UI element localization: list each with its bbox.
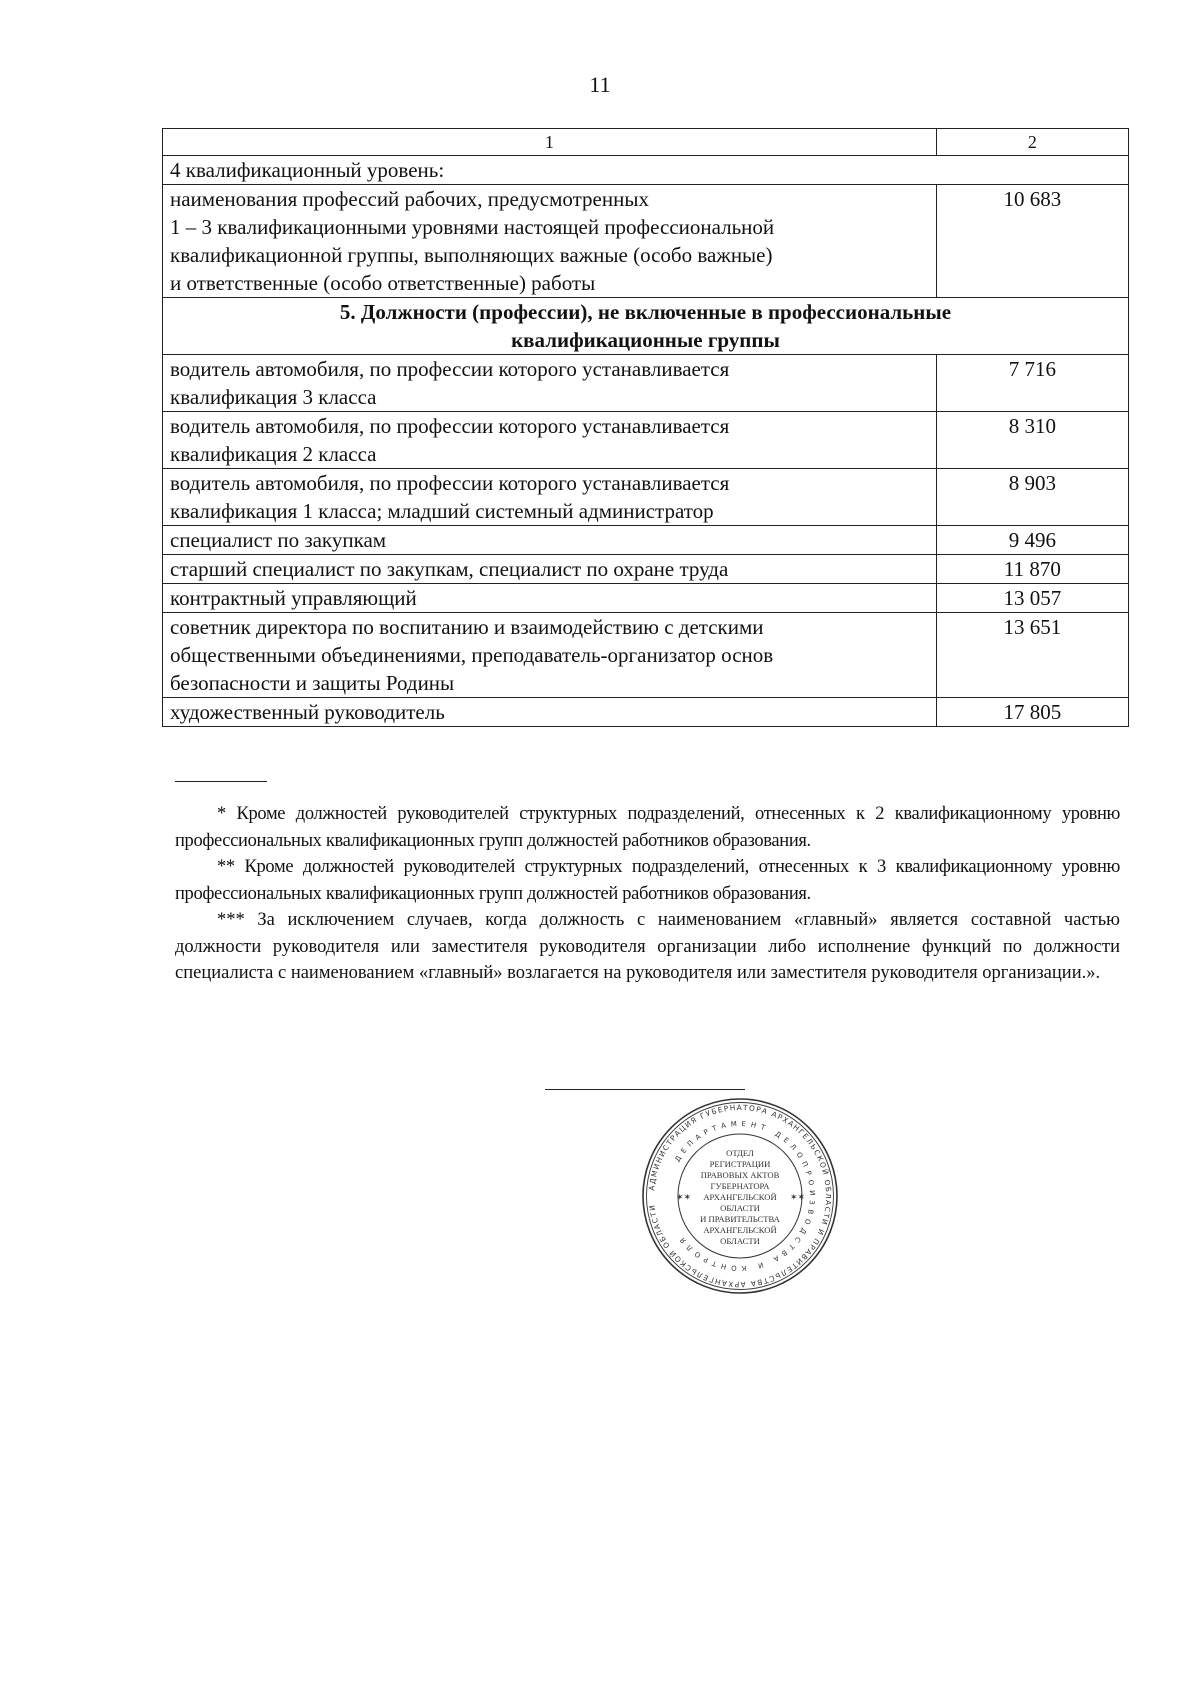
level-row-value: 10 683 bbox=[936, 185, 1128, 298]
table-row bbox=[163, 698, 1129, 727]
footnote-2: ** Кроме должностей руководителей структурных подразделений, отнесенных к 3 квалификационному уровню профессиональных квалификационных групп должностей работников образования. bbox=[175, 857, 1120, 904]
seal-center-line: ГУБЕРНАТОРА bbox=[710, 1181, 770, 1191]
row-description bbox=[163, 526, 937, 555]
row-description-line: общественными объединениями, преподаватель-организатор основ bbox=[170, 643, 774, 667]
level-label: 4 квалификационный уровень: bbox=[163, 156, 1129, 185]
row-value: 13 057 bbox=[936, 584, 1128, 613]
row-description-line: художественный руководитель bbox=[170, 700, 445, 724]
section-title-row bbox=[163, 298, 1129, 355]
footnote-1: * Кроме должностей руководителей структурных подразделений, отнесенных к 2 квалификационному уровню профессиональных квалификационных групп должностей работников образования. bbox=[175, 804, 1120, 851]
row-description-line: квалификация 2 класса bbox=[170, 442, 377, 466]
row-description-line: водитель автомобиля, по профессии которого устанавливается bbox=[170, 414, 730, 438]
seal-center-line: И ПРАВИТЕЛЬСТВА bbox=[700, 1214, 780, 1224]
row-description bbox=[163, 412, 937, 469]
row-description bbox=[163, 355, 937, 412]
column-header-2: 2 bbox=[936, 129, 1128, 156]
row-description-line: контрактный управляющий bbox=[170, 586, 417, 610]
seal-center-line: ПРАВОВЫХ АКТОВ bbox=[700, 1170, 780, 1180]
row-description-line: старший специалист по закупкам, специалист по охране труда bbox=[170, 557, 729, 581]
level-label-row bbox=[163, 156, 1129, 185]
section-title-line: 5. Должности (профессии), не включенные в профессиональные bbox=[339, 300, 952, 324]
row-description bbox=[163, 555, 937, 584]
row-description bbox=[163, 613, 937, 698]
footnote-3: *** За исключением случаев, когда должность с наименованием «главный» является составной частью должности руководителя или заместителя руководителя организации либо исполнение функций по должности специалиста с наименованием «главный» возлагается на руководителя или заместителя руководителя организации.». bbox=[175, 910, 1120, 983]
table-row bbox=[163, 613, 1129, 698]
seal-center-line: РЕГИСТРАЦИИ bbox=[709, 1159, 771, 1169]
seal-outer-text: АДМИНИСТРАЦИЯ ГУБЕРНАТОРА АРХАНГЕЛЬСКОЙ ОБЛАСТИ И ПРАВИТЕЛЬСТВА АРХАНГЕЛЬСКОЙ ОБЛАСТИ bbox=[647, 1102, 834, 1290]
table-row bbox=[163, 412, 1129, 469]
salary-table bbox=[162, 128, 1129, 727]
table-header-row bbox=[163, 129, 1129, 156]
seal-center-line: АРХАНГЕЛЬСКОЙ bbox=[703, 1225, 777, 1235]
row-description-line: специалист по закупкам bbox=[170, 528, 387, 552]
level-row-line: и ответственные (особо ответственные) работы bbox=[170, 271, 596, 295]
footnotes bbox=[175, 801, 1120, 987]
table-row bbox=[163, 526, 1129, 555]
section-title-line: квалификационные группы bbox=[511, 328, 780, 352]
seal-center-line: ОТДЕЛ bbox=[726, 1148, 754, 1158]
footnote-separator bbox=[175, 781, 267, 782]
level-row-line: квалификационной группы, выполняющих важные (особо важные) bbox=[170, 243, 773, 267]
seal-center-line: АРХАНГЕЛЬСКОЙ bbox=[703, 1192, 777, 1202]
row-value: 8 310 bbox=[936, 412, 1128, 469]
page-number: 11 bbox=[589, 72, 611, 97]
table-row bbox=[163, 555, 1129, 584]
salary-table-body bbox=[163, 129, 1129, 727]
level-row-line: 1 – 3 квалификационными уровнями настоящей профессиональной bbox=[170, 215, 775, 239]
row-value: 8 903 bbox=[936, 469, 1128, 526]
row-value: 13 651 bbox=[936, 613, 1128, 698]
seal-star-right: ✶✶ bbox=[790, 1193, 806, 1203]
row-value: 9 496 bbox=[936, 526, 1128, 555]
table-row bbox=[163, 584, 1129, 613]
row-description bbox=[163, 469, 937, 526]
level-row bbox=[163, 185, 1129, 298]
row-description-line: безопасности и защиты Родины bbox=[170, 671, 455, 695]
row-description-line: водитель автомобиля, по профессии которого устанавливается bbox=[170, 471, 730, 495]
row-description-line: советник директора по воспитанию и взаимодействию с детскими bbox=[170, 615, 764, 639]
column-header-1: 1 bbox=[163, 129, 937, 156]
row-description-line: квалификация 1 класса; младший системный администратор bbox=[170, 499, 714, 523]
seal-center-text bbox=[700, 1148, 780, 1246]
row-value: 11 870 bbox=[936, 555, 1128, 584]
row-description-line: квалификация 3 класса bbox=[170, 385, 377, 409]
seal-inner-text: ДЕПАРТАМЕНТ ДЕЛОПРОИЗВОДСТВА И КОНТРОЛЯ bbox=[673, 1119, 817, 1273]
level-row-line: наименования профессий рабочих, предусмотренных bbox=[170, 187, 649, 211]
row-description bbox=[163, 584, 937, 613]
level-row-description bbox=[163, 185, 937, 298]
seal-center-line: ОБЛАСТИ bbox=[720, 1203, 760, 1213]
official-seal bbox=[640, 1096, 840, 1296]
table-row bbox=[163, 355, 1129, 412]
seal-center-line: ОБЛАСТИ bbox=[720, 1236, 760, 1246]
document-end-rule bbox=[545, 1089, 745, 1090]
row-description bbox=[163, 698, 937, 727]
row-description-line: водитель автомобиля, по профессии которого устанавливается bbox=[170, 357, 730, 381]
section-title bbox=[163, 298, 1129, 355]
table-row bbox=[163, 469, 1129, 526]
row-value: 17 805 bbox=[936, 698, 1128, 727]
row-value: 7 716 bbox=[936, 355, 1128, 412]
seal-star-left: ✶✶ bbox=[676, 1193, 692, 1203]
